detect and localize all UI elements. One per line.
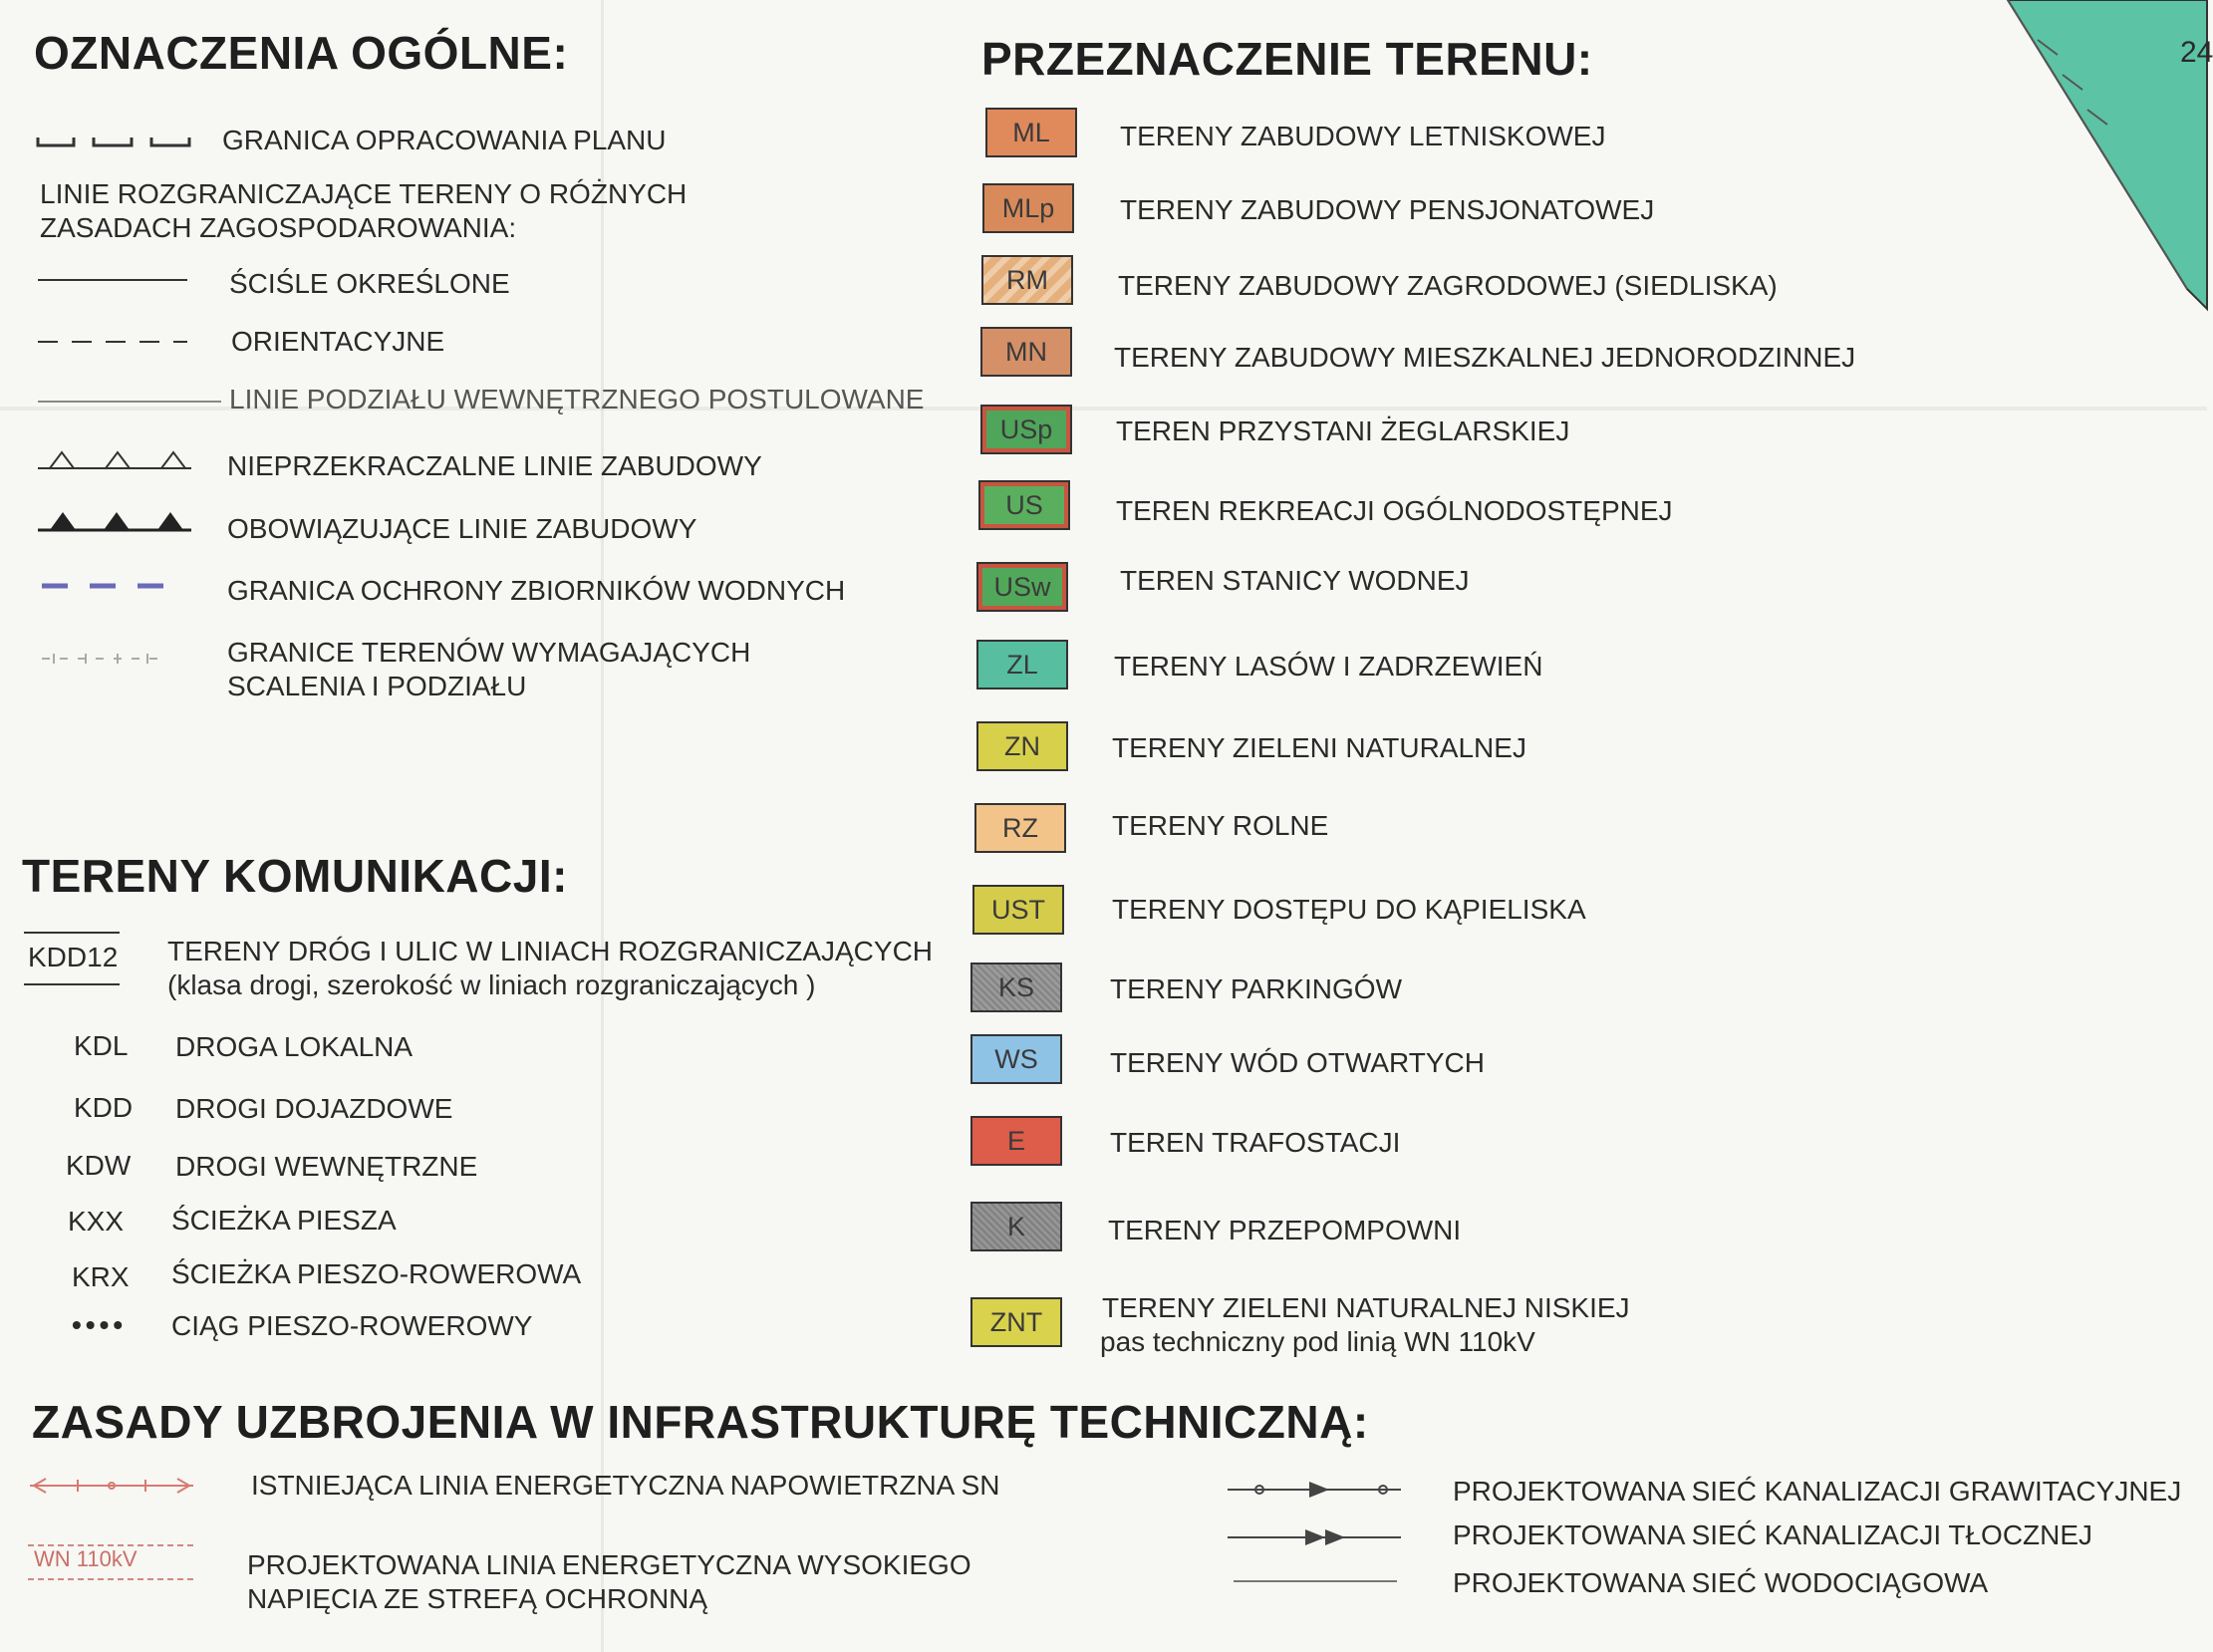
land-use-swatch-e: E (970, 1116, 1062, 1166)
general-item-nieprzekr: NIEPRZEKRACZALNE LINIE ZABUDOWY (227, 450, 762, 481)
general-item-orient: ORIENTACYJNE (231, 326, 445, 357)
transport-header-code: KDD12 (28, 942, 119, 972)
land-use-label-ust: TERENY DOSTĘPU DO KĄPIELISKA (1112, 894, 1586, 925)
land-use-label-mlp: TERENY ZABUDOWY PENSJONATOWEJ (1120, 194, 1655, 225)
general-item-obowiaz: OBOWIĄZUJĄCE LINIE ZABUDOWY (227, 513, 697, 544)
transport-code-kdd: KDD (74, 1092, 134, 1123)
general-item-scalenia-1: GRANICE TERENÓW WYMAGAJĄCYCH (227, 637, 751, 668)
transport-code-kxx: KXX (68, 1206, 125, 1237)
infra-label-tlocz: PROJEKTOWANA SIEĆ KANALIZACJI TŁOCZNEJ (1453, 1519, 2093, 1550)
land-use-label-ks: TERENY PARKINGÓW (1110, 973, 1403, 1004)
land-use-swatch-ml: ML (985, 108, 1077, 157)
general-item-podzial: LINIE PODZIAŁU WEWNĘTRZNEGO POSTULOWANE (229, 384, 925, 414)
transport-label-kxx: ŚCIEŻKA PIESZA (171, 1205, 397, 1236)
general-item-ochrona: GRANICA OCHRONY ZBIORNIKÓW WODNYCH (227, 575, 846, 606)
transport-label-kdl: DROGA LOKALNA (175, 1031, 414, 1062)
transport-label-ciag: CIĄG PIESZO-ROWEROWY (171, 1310, 533, 1341)
land-use-swatch-ws: WS (970, 1034, 1062, 1084)
land-use-swatch-zl: ZL (976, 640, 1068, 689)
land-use-label-znt-2: pas techniczny pod linią WN 110kV (1100, 1326, 1535, 1357)
open-triangle-line-symbol (36, 446, 195, 472)
land-use-label-usp: TEREN PRZYSTANI ŻEGLARSKIEJ (1116, 415, 1570, 446)
transport-code-dots: •••• (72, 1309, 128, 1340)
land-use-label-zn: TERENY ZIELENI NATURALNEJ (1112, 732, 1526, 763)
infra-label-wn-2: NAPIĘCIA ZE STREFĄ OCHRONNĄ (247, 1583, 708, 1614)
land-use-swatch-mlp: MLp (982, 183, 1074, 233)
general-title: OZNACZENIA OGÓLNE: (34, 27, 569, 79)
infra-label-wn-1: PROJEKTOWANA LINIA ENERGETYCZNA WYSOKIEGO (247, 1549, 971, 1580)
general-item-linie-1: LINIE ROZGRANICZAJĄCE TERENY O RÓŻNYCH (40, 178, 688, 209)
infrastructure-title: ZASADY UZBROJENIA W INFRASTRUKTURĘ TECHNICZNĄ: (32, 1396, 1369, 1448)
land-use-title: PRZEZNACZENIE TERENU: (981, 33, 1593, 85)
transport-code-kdl: KDL (74, 1030, 129, 1061)
plan-boundary-symbol (36, 134, 195, 153)
land-use-label-zl: TERENY LASÓW I ZADRZEWIEŃ (1114, 651, 1543, 682)
consolidation-line-symbol (40, 652, 159, 666)
map-corner-fragment (1888, 0, 2207, 309)
water-supply-symbol (1232, 1576, 1401, 1586)
land-use-label-mn: TERENY ZABUDOWY MIESZKALNEJ JEDNORODZINNEJ (1114, 342, 1856, 373)
internal-division-line-symbol (36, 397, 225, 407)
land-use-swatch-zn: ZN (976, 721, 1068, 771)
land-use-label-ws: TERENY WÓD OTWARTYCH (1110, 1047, 1485, 1078)
land-use-label-usw: TEREN STANICY WODNEJ (1120, 565, 1470, 596)
land-use-swatch-k: K (970, 1202, 1062, 1251)
land-use-swatch-ks: KS (970, 963, 1062, 1012)
land-use-swatch-rm: RM (981, 255, 1073, 305)
land-use-label-znt-1: TERENY ZIELENI NATURALNEJ NISKIEJ (1102, 1292, 1630, 1323)
land-use-swatch-mn: MN (980, 327, 1072, 377)
transport-header-label-1: TERENY DRÓG I ULIC W LINIACH ROZGRANICZAJĄCYCH (167, 936, 934, 966)
transport-label-kdw: DROGI WEWNĘTRZNE (175, 1151, 478, 1182)
existing-power-line-symbol (28, 1475, 197, 1497)
general-item-granica: GRANICA OPRACOWANIA PLANU (222, 125, 667, 155)
land-use-swatch-ust: UST (972, 885, 1064, 935)
land-use-swatch-rz: RZ (974, 803, 1066, 853)
land-use-label-rm: TERENY ZABUDOWY ZAGRODOWEJ (SIEDLISKA) (1118, 270, 1778, 301)
land-use-swatch-usw: USw (976, 562, 1068, 612)
infra-label-sn: ISTNIEJĄCA LINIA ENERGETYCZNA NAPOWIETRZNA SN (251, 1470, 1000, 1501)
land-use-label-k: TERENY PRZEPOMPOWNI (1108, 1215, 1462, 1245)
map-sheet-number: 24 (2180, 36, 2213, 69)
solid-line-symbol (36, 275, 195, 285)
transport-label-krx: ŚCIEŻKA PIESZO-ROWEROWA (171, 1258, 582, 1289)
filled-triangle-line-symbol (36, 508, 195, 534)
transport-code-krx: KRX (72, 1261, 130, 1292)
water-protection-line-symbol (40, 580, 169, 592)
land-use-label-rz: TERENY ROLNE (1112, 810, 1329, 841)
land-use-label-ml: TERENY ZABUDOWY LETNISKOWEJ (1120, 121, 1606, 151)
transport-title: TERENY KOMUNIKACJI: (22, 850, 568, 902)
infra-label-grawit: PROJEKTOWANA SIEĆ KANALIZACJI GRAWITACYJNEJ (1453, 1476, 2182, 1507)
land-use-swatch-znt: ZNT (970, 1297, 1062, 1347)
gravity-sewer-symbol (1226, 1479, 1405, 1501)
land-use-swatch-us: US (978, 480, 1070, 530)
hv-line-zone-bottom (28, 1578, 193, 1580)
land-use-swatch-usp: USp (980, 405, 1072, 454)
hv-line-symbol-text: WN 110kV (34, 1546, 138, 1571)
transport-code-kdw: KDW (66, 1150, 132, 1181)
pressure-sewer-symbol (1226, 1526, 1405, 1548)
infra-label-wodoc: PROJEKTOWANA SIEĆ WODOCIĄGOWA (1453, 1567, 1989, 1598)
general-item-linie-2: ZASADACH ZAGOSPODAROWANIA: (40, 212, 517, 243)
dashed-line-symbol (36, 337, 195, 347)
transport-header-label-2: (klasa drogi, szerokość w liniach rozgraniczających ) (167, 969, 816, 1000)
general-item-scalenia-2: SCALENIA I PODZIAŁU (227, 671, 527, 701)
transport-label-kdd: DROGI DOJAZDOWE (175, 1093, 453, 1124)
general-item-scisle: ŚCIŚLE OKREŚLONE (229, 268, 510, 299)
land-use-label-e: TEREN TRAFOSTACJI (1110, 1127, 1401, 1158)
land-use-label-us: TEREN REKREACJI OGÓLNODOSTĘPNEJ (1116, 495, 1673, 526)
